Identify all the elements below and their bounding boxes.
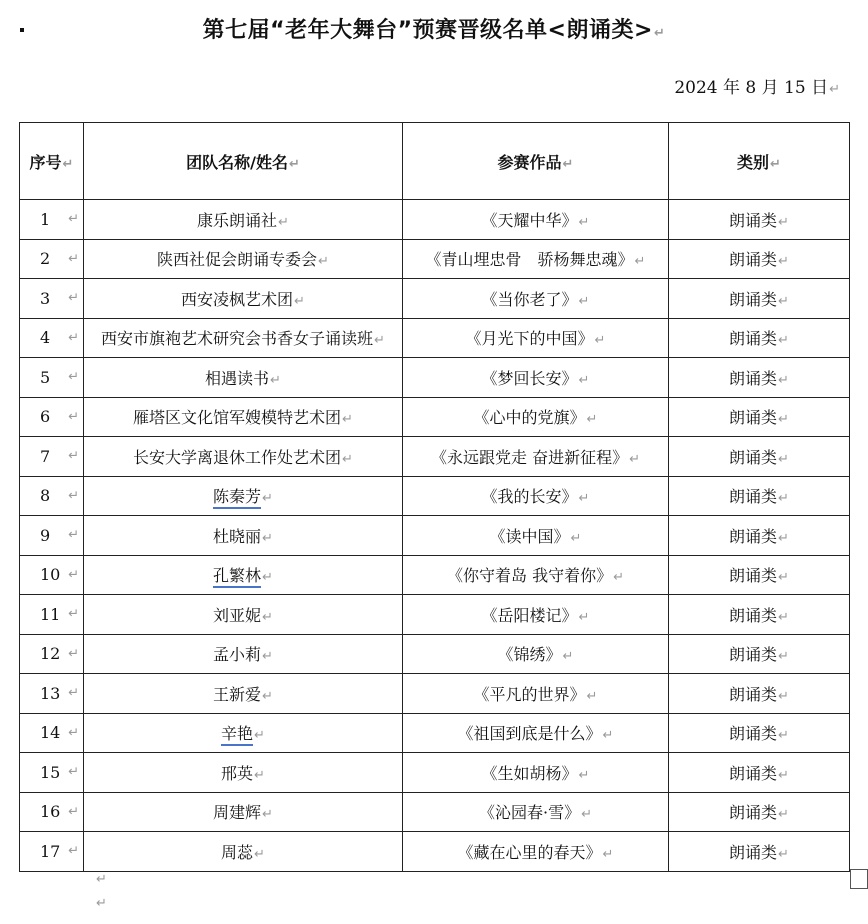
team-name: 陈秦芳 (213, 487, 261, 509)
cell-work (403, 476, 669, 516)
cell-number (20, 397, 84, 437)
paragraph-mark-icon: ↵ (262, 688, 273, 704)
paragraph-mark-icon: ↵ (586, 688, 598, 704)
work-title: 《永远跟党走 奋进新征程》 (431, 447, 629, 467)
row-number: 8 (40, 486, 51, 506)
paragraph-mark-icon: ↵ (68, 804, 79, 820)
paragraph-mark-icon: ↵ (778, 846, 789, 862)
paragraph-mark-icon: ↵ (68, 527, 79, 543)
table-row (20, 832, 850, 872)
cell-work (403, 358, 669, 398)
team-name: 陕西社促会朗诵专委会 (157, 250, 318, 270)
cell-number (20, 634, 84, 674)
paragraph-mark-icon: ↵ (778, 728, 789, 744)
paragraph-mark-icon: ↵ (778, 570, 789, 586)
paragraph-mark-icon: ↵ (68, 606, 79, 622)
paragraph-mark-icon: ↵ (68, 685, 79, 701)
cell-category (669, 674, 850, 714)
team-name: 杜晓丽 (213, 526, 262, 546)
paragraph-mark-icon: ↵ (778, 688, 789, 704)
row-number: 5 (40, 367, 51, 387)
table-row (20, 595, 850, 635)
category-label: 朗诵类 (729, 487, 778, 507)
paragraph-mark-icon: ↵ (578, 372, 590, 388)
table-row (20, 753, 850, 793)
category-label: 朗诵类 (729, 329, 778, 349)
row-number: 9 (40, 525, 51, 545)
cell-work (403, 595, 669, 635)
paragraph-mark-icon: ↵ (778, 649, 789, 665)
row-number: 16 (40, 802, 61, 822)
header-cell-category: 类别↵ (669, 123, 850, 200)
paragraph-mark-icon: ↵ (342, 412, 353, 428)
row-number: 15 (40, 762, 61, 782)
paragraph-mark-icon: ↵ (578, 767, 590, 783)
cell-team-name (84, 516, 403, 556)
work-title: 《生如胡杨》 (481, 763, 578, 783)
cell-number (20, 713, 84, 753)
category-label: 朗诵类 (729, 763, 778, 783)
team-name: 王新爱 (213, 684, 262, 704)
cell-work (403, 832, 669, 872)
paragraph-mark-icon: ↵ (778, 530, 789, 546)
document-date (674, 76, 840, 102)
work-title: 《心中的党旗》 (473, 408, 586, 428)
cell-work (403, 792, 669, 832)
cell-team-name (84, 200, 403, 240)
cell-work (403, 634, 669, 674)
paragraph-mark-icon: ↵ (778, 451, 789, 467)
table-row (20, 239, 850, 279)
work-title: 《沁园春·雪》 (479, 803, 581, 823)
cell-team-name (84, 555, 403, 595)
category-label: 朗诵类 (729, 526, 778, 546)
paragraph-mark-icon: ↵ (778, 372, 789, 388)
paragraph-mark-icon: ↵ (68, 330, 79, 346)
cell-category (669, 713, 850, 753)
table-row (20, 279, 850, 319)
row-number: 1 (40, 209, 51, 229)
team-name: 孟小莉 (213, 645, 262, 665)
cell-number (20, 200, 84, 240)
paragraph-mark-icon: ↵ (581, 807, 592, 823)
paragraph-mark-icon: ↵ (778, 293, 789, 309)
cell-category (669, 595, 850, 635)
paragraph-mark-icon: ↵ (68, 725, 79, 741)
paragraph-mark-icon: ↵ (374, 333, 385, 349)
category-label: 朗诵类 (729, 803, 778, 823)
cell-work (403, 239, 669, 279)
cell-number (20, 595, 84, 635)
cell-category (669, 476, 850, 516)
cell-team-name (84, 279, 403, 319)
paragraph-mark-icon: ↵ (578, 609, 590, 625)
paragraph-mark-icon: ↵ (68, 448, 79, 464)
category-label: 朗诵类 (729, 250, 778, 270)
row-number: 3 (40, 288, 51, 308)
cell-category (669, 753, 850, 793)
paragraph-mark-icon: ↵ (294, 293, 305, 309)
paragraph-mark-icon: ↵ (262, 649, 273, 665)
paragraph-mark-icon: ↵ (578, 293, 590, 309)
category-label: 朗诵类 (729, 368, 778, 388)
cell-team-name (84, 318, 403, 358)
cell-work (403, 318, 669, 358)
paragraph-mark-icon: ↵ (594, 333, 606, 349)
paragraph-mark-icon: ↵ (778, 609, 789, 625)
paragraph-mark-icon: ↵ (254, 846, 265, 862)
cell-work (403, 674, 669, 714)
cell-number (20, 555, 84, 595)
paragraph-mark-icon: ↵ (653, 26, 666, 41)
cell-category (669, 634, 850, 674)
work-title: 《你守着岛 我守着你》 (447, 566, 613, 586)
cell-team-name (84, 792, 403, 832)
paragraph-mark-icon: ↵ (254, 767, 265, 783)
paragraph-mark-icon: ↵ (602, 728, 614, 744)
paragraph-mark-icon: ↵ (68, 211, 79, 227)
cell-work (403, 279, 669, 319)
cell-category (669, 832, 850, 872)
paragraph-mark-icon: ↵ (318, 254, 329, 270)
paragraph-mark-icon: ↵ (68, 251, 79, 267)
paragraph-mark-icon: ↵ (829, 82, 840, 97)
work-title: 《天耀中华》 (481, 210, 578, 230)
team-name: 康乐朗诵社 (197, 210, 278, 230)
empty-paragraph-mark-icon: ↵ (96, 872, 107, 887)
paragraph-mark-icon: ↵ (770, 156, 781, 172)
cell-team-name (84, 397, 403, 437)
work-title: 《青山埋忠骨 骄杨舞忠魂》 (425, 250, 634, 270)
category-label: 朗诵类 (729, 684, 778, 704)
paragraph-mark-icon: ↵ (62, 156, 74, 172)
category-label: 朗诵类 (729, 605, 778, 625)
cell-number (20, 516, 84, 556)
paragraph-mark-icon: ↵ (68, 488, 79, 504)
paragraph-mark-icon: ↵ (262, 570, 273, 586)
cell-number (20, 437, 84, 477)
cell-category (669, 239, 850, 279)
paragraph-mark-icon: ↵ (562, 156, 574, 172)
title-text: 第七届“老年大舞台”预赛晋级名单<朗诵类> (202, 18, 653, 43)
paragraph-mark-icon: ↵ (562, 649, 574, 665)
paragraph-mark-icon: ↵ (634, 254, 646, 270)
category-label: 朗诵类 (729, 645, 778, 665)
category-label: 朗诵类 (729, 724, 778, 744)
team-name: 西安凌枫艺术团 (181, 289, 294, 309)
paragraph-mark-icon: ↵ (262, 491, 273, 507)
row-number: 17 (40, 841, 61, 861)
team-name: 雁塔区文化馆军嫂模特艺术团 (133, 408, 342, 428)
team-name: 刘亚妮 (213, 605, 262, 625)
cell-category (669, 437, 850, 477)
cell-work (403, 516, 669, 556)
work-title: 《当你老了》 (481, 289, 578, 309)
cell-category (669, 397, 850, 437)
cell-number (20, 792, 84, 832)
cell-category (669, 358, 850, 398)
row-number: 4 (40, 328, 51, 348)
paragraph-mark-icon: ↵ (613, 570, 624, 586)
cell-team-name (84, 634, 403, 674)
cell-team-name (84, 753, 403, 793)
cell-number (20, 753, 84, 793)
results-table (19, 122, 850, 872)
paragraph-mark-icon: ↵ (778, 807, 789, 823)
cell-number (20, 239, 84, 279)
team-name: 辛艳 (221, 724, 253, 746)
category-label: 朗诵类 (729, 566, 778, 586)
work-title: 《祖国到底是什么》 (457, 724, 602, 744)
paragraph-mark-icon: ↵ (570, 530, 582, 546)
paragraph-mark-icon: ↵ (342, 451, 353, 467)
date-text: 2024 年 8 月 15 日 (674, 78, 829, 98)
team-name: 邢英 (221, 763, 254, 783)
paragraph-mark-icon: ↵ (578, 214, 590, 230)
cell-category (669, 555, 850, 595)
work-title: 《平凡的世界》 (473, 684, 586, 704)
cell-work (403, 200, 669, 240)
work-title: 《月光下的中国》 (465, 329, 594, 349)
cell-team-name (84, 713, 403, 753)
work-title: 《锦绣》 (497, 645, 562, 665)
cell-number (20, 358, 84, 398)
category-label: 朗诵类 (729, 447, 778, 467)
paragraph-mark-icon: ↵ (68, 843, 79, 859)
paragraph-mark-icon: ↵ (602, 846, 614, 862)
row-number: 11 (40, 604, 61, 624)
paragraph-mark-icon: ↵ (778, 214, 789, 230)
row-number: 7 (40, 446, 51, 466)
table-row (20, 634, 850, 674)
team-name: 西安市旗袍艺术研究会书香女子诵读班 (101, 329, 374, 349)
cell-work (403, 555, 669, 595)
team-name: 相遇读书 (205, 368, 270, 388)
paragraph-mark-icon: ↵ (288, 156, 300, 172)
table-row (20, 397, 850, 437)
table-row (20, 792, 850, 832)
row-number: 6 (40, 407, 51, 427)
team-name: 周蕊 (221, 842, 254, 862)
row-number: 14 (40, 723, 61, 743)
cell-team-name (84, 832, 403, 872)
cell-number (20, 279, 84, 319)
row-number: 13 (40, 683, 61, 703)
team-name: 长安大学离退休工作处艺术团 (133, 447, 342, 467)
cell-category (669, 200, 850, 240)
paragraph-mark-icon: ↵ (578, 491, 590, 507)
paragraph-mark-icon: ↵ (68, 290, 79, 306)
cell-category (669, 792, 850, 832)
paragraph-mark-icon: ↵ (586, 412, 598, 428)
paragraph-mark-icon: ↵ (270, 372, 281, 388)
cell-work (403, 437, 669, 477)
work-title: 《读中国》 (489, 526, 570, 546)
cell-category (669, 318, 850, 358)
team-name: 周建辉 (213, 803, 262, 823)
table-row (20, 713, 850, 753)
header-cell-number: 序号↵ (20, 123, 84, 200)
paragraph-mark-icon: ↵ (262, 530, 273, 546)
cell-work (403, 713, 669, 753)
paragraph-mark-icon: ↵ (254, 728, 265, 744)
table-row (20, 358, 850, 398)
cell-number (20, 318, 84, 358)
paragraph-mark-icon: ↵ (778, 412, 789, 428)
work-title: 《梦回长安》 (481, 368, 578, 388)
cell-number (20, 674, 84, 714)
paragraph-mark-icon: ↵ (68, 567, 79, 583)
work-title: 《藏在心里的春天》 (457, 842, 602, 862)
paragraph-mark-icon: ↵ (68, 646, 79, 662)
table-row (20, 318, 850, 358)
row-number: 12 (40, 644, 61, 664)
cell-team-name (84, 437, 403, 477)
paragraph-mark-icon: ↵ (778, 767, 789, 783)
table-resize-handle[interactable] (850, 869, 868, 889)
cell-team-name (84, 239, 403, 279)
category-label: 朗诵类 (729, 408, 778, 428)
table-body (20, 200, 850, 872)
paragraph-mark-icon: ↵ (262, 807, 273, 823)
cell-team-name (84, 358, 403, 398)
paragraph-mark-icon: ↵ (778, 333, 789, 349)
paragraph-mark-icon: ↵ (278, 214, 289, 230)
category-label: 朗诵类 (729, 210, 778, 230)
table-row (20, 200, 850, 240)
team-name: 孔繁林 (213, 566, 261, 588)
paragraph-mark-icon: ↵ (68, 764, 79, 780)
paragraph-mark-icon: ↵ (68, 369, 79, 385)
paragraph-mark-icon: ↵ (68, 409, 79, 425)
cell-team-name (84, 595, 403, 635)
table-row (20, 516, 850, 556)
cell-category (669, 279, 850, 319)
page-title (0, 14, 868, 51)
table-row (20, 555, 850, 595)
cell-team-name (84, 476, 403, 516)
paragraph-mark-icon: ↵ (778, 491, 789, 507)
paragraph-mark-icon: ↵ (629, 451, 640, 467)
table-row (20, 674, 850, 714)
work-title: 《我的长安》 (481, 487, 578, 507)
table-header-row (20, 123, 850, 200)
table-row (20, 437, 850, 477)
paragraph-mark-icon: ↵ (778, 254, 789, 270)
cell-category (669, 516, 850, 556)
header-cell-name: 团队名称/姓名↵ (84, 123, 403, 200)
category-label: 朗诵类 (729, 842, 778, 862)
category-label: 朗诵类 (729, 289, 778, 309)
cell-number (20, 476, 84, 516)
paragraph-mark-icon: ↵ (262, 609, 273, 625)
cell-work (403, 397, 669, 437)
cell-work (403, 753, 669, 793)
table-row (20, 476, 850, 516)
cell-number (20, 832, 84, 872)
work-title: 《岳阳楼记》 (481, 605, 578, 625)
row-number: 2 (40, 249, 51, 269)
cell-team-name (84, 674, 403, 714)
row-number: 10 (40, 565, 61, 585)
empty-paragraph-mark-icon: ↵ (96, 896, 107, 911)
header-cell-work: 参赛作品↵ (403, 123, 669, 200)
